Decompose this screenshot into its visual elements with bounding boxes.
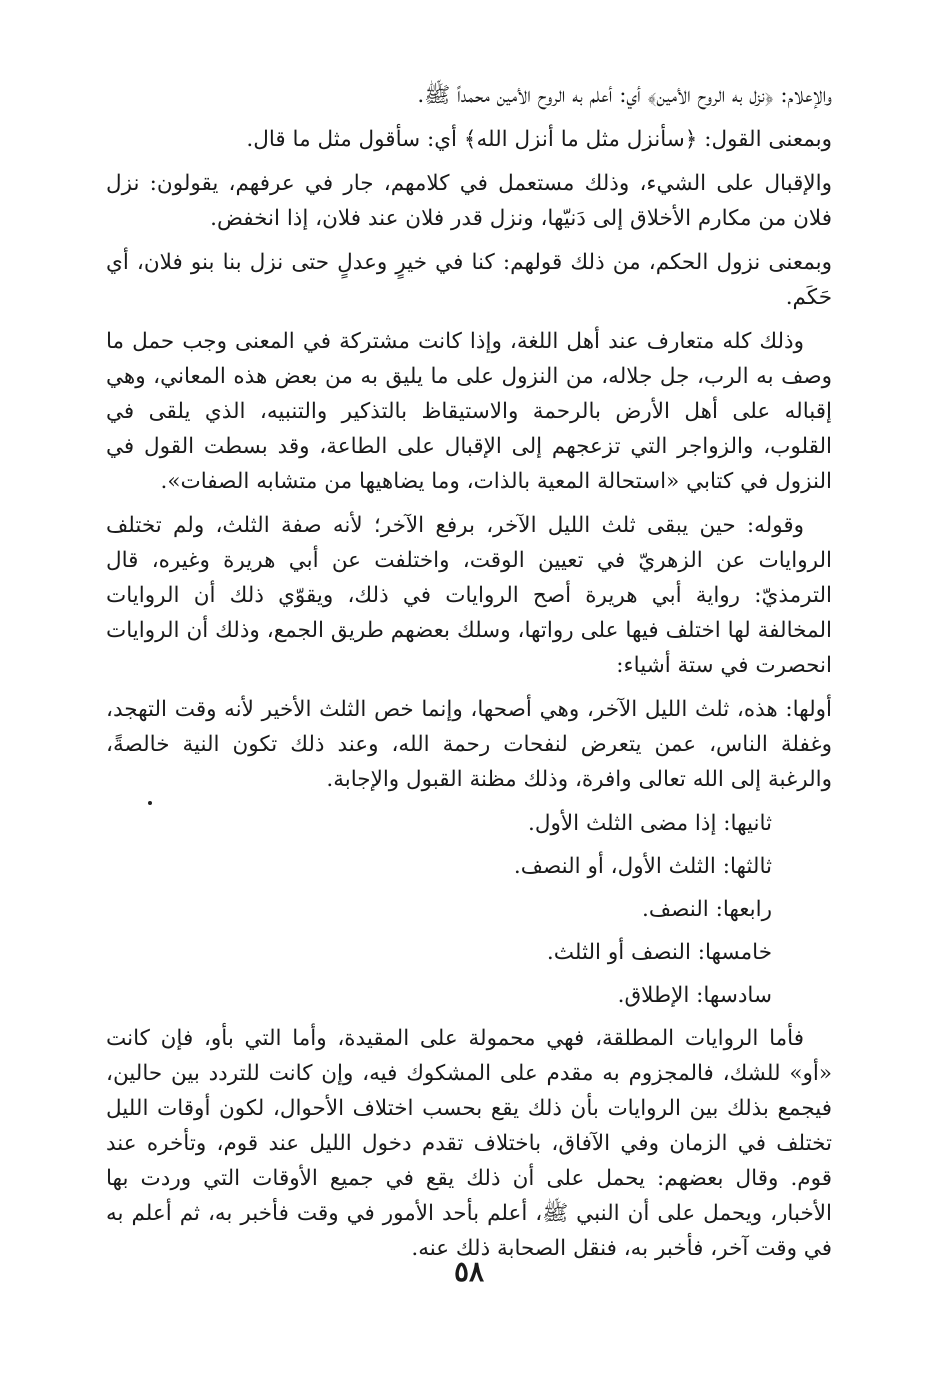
list-item-fourth: رابعها: النصف. <box>642 897 772 922</box>
list-item-fifth: خامسها: النصف أو الثلث. <box>546 940 772 965</box>
paragraph-night-third: وقوله: حين يبقى ثلث الليل الآخر، برفع الآخر؛ لأنه صفة الثلث، ولم تختلف الروايات عن الزهريّ في تعيين الوقت، واختلفت عن أبي هريرة وغيره، قال الترمذيّ: رواية أبي هريرة أصح الروايات في ذلك، ويقوّي ذلك أن الروايات المخالفة لها اختلف فيها على رواتها، وسلك بعضهم طريق الجمع، وذلك أن الروايات انحصرت في ستة أشياء: <box>106 513 832 678</box>
paragraph-reconciliation: فأما الروايات المطلقة، فهي محمولة على المقيدة، وأما التي بأو، فإن كانت «أو» للشك، فالمجزوم به مقدم على المشكوك فيه، وإن كانت للتردد بين حالين، فيجمع بذلك بين الروايات بأن ذلك يقع بحسب اختلاف الأحوال، لكون أوقات الليل تختلف في الزمان وفي الآفاق، باختلاف تقدم دخول الليل عند قوم، وتأخره عند قوم. وقال بعضهم: يحمل على أن ذلك يقع في جميع الأوقات التي وردت بها الأخبار، ويحمل على أن النبي ﷺ، أعلم بأحد الأمور في وقت فأخبر به، ثم أعلم به في وقت آخر، فأخبر به، فنقل الصحابة ذلك عنه. <box>106 1026 832 1261</box>
paragraph-approach-meaning: والإقبال على الشيء، وذلك مستعمل في كلامهم، جار في عرفهم، يقولون: نزل فلان من مكارم الأخلاق إلى دَنيّها، ونزل قدر فلان عند فلان، إذا انخفض. <box>106 171 832 231</box>
paragraph-rule-meaning: وبمعنى نزول الحكم، من ذلك قولهم: كنا في خيرٍ وعدلٍ حتى نزل بنا بنو فلان، أي حَكَم. <box>106 250 832 310</box>
paragraph-revelation-meaning: والإعلام: ﴿نزل به الروح الأمين﴾ أي: أعلم به الروح الأمين محمداً ﷺ. <box>417 83 832 108</box>
list-item-sixth: سادسها: الإطلاق. <box>617 983 772 1008</box>
page-number: ٥٨ <box>453 1255 485 1288</box>
list-item-second: ثانيها: إذا مضى الثلث الأول. <box>528 811 772 836</box>
paragraph-language-usage: وذلك كله متعارف عند أهل اللغة، وإذا كانت مشتركة في المعنى وجب حمل ما وصف به الرب، جل جلاله، من النزول على ما يليق به من بعض هذه المعاني، وهي إقباله على أهل الأرض بالرحمة والاستيقاظ بالتذكير والتنبيه، الذي يلقى في القلوب، والزواجر التي تزعجهم إلى الإقبال على الطاعة، وقد بسطت القول في النزول في كتابي «استحالة المعية بالذات، وما يضاهيها من متشابه الصفات». <box>106 329 832 494</box>
paragraph-first-narration: أولها: هذه، ثلث الليل الآخر، وهي أصحها، وإنما خص الثلث الأخير لأنه وقت التهجد، وغفلة الناس، عمن يتعرض لنفحات رحمة الله، وعند ذلك تكون النية خالصةً، والرغبة إلى الله تعالى وافرة، وذلك مظنة القبول والإجابة. <box>106 697 832 792</box>
list-item-third: ثالثها: الثلث الأول، أو النصف. <box>513 854 772 879</box>
paragraph-speech-meaning: وبمعنى القول: ﴿سأنزل مثل ما أنزل الله﴾ أي: سأقول مثل ما قال. <box>246 127 832 152</box>
ink-dot <box>148 801 152 805</box>
